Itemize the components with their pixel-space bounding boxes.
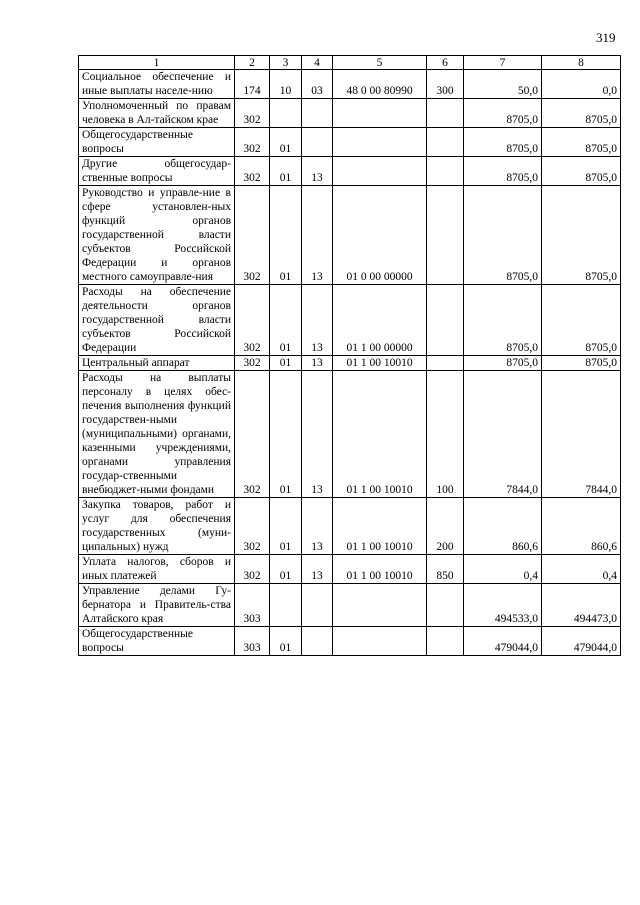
table-row <box>79 157 621 186</box>
col-8-value: 494473,0 <box>542 584 621 627</box>
col-6-value <box>427 99 464 128</box>
col-5-value <box>333 128 427 157</box>
col-6-value <box>427 285 464 356</box>
col-3-value <box>270 99 302 128</box>
table-row <box>79 186 621 285</box>
budget-table <box>78 55 621 656</box>
page-number: 319 <box>596 30 616 45</box>
col-7-value: 494533,0 <box>464 584 542 627</box>
row-name: Общегосударственные вопросы <box>79 128 235 157</box>
col-7-value: 50,0 <box>464 70 542 99</box>
col-5-value: 01 1 00 10010 <box>333 371 427 498</box>
col-3-value <box>270 584 302 627</box>
col-2-value: 302 <box>235 371 270 498</box>
col-6-value <box>427 186 464 285</box>
col-4-value: 13 <box>302 555 333 584</box>
col-8-value: 8705,0 <box>542 99 621 128</box>
col-4-value <box>302 584 333 627</box>
row-name: Другие общегосудар-ственные вопросы <box>79 157 235 186</box>
col-3-value: 01 <box>270 371 302 498</box>
row-name: Общегосударственные вопросы <box>79 627 235 656</box>
col-7-value: 0,4 <box>464 555 542 584</box>
col-6-value: 850 <box>427 555 464 584</box>
col-6-value <box>427 584 464 627</box>
table-row <box>79 285 621 356</box>
col-7-value: 7844,0 <box>464 371 542 498</box>
col-4-value: 13 <box>302 186 333 285</box>
col-2-value: 302 <box>235 128 270 157</box>
col-4-value <box>302 128 333 157</box>
table-row <box>79 99 621 128</box>
col-6-value <box>427 627 464 656</box>
col-2-value: 302 <box>235 157 270 186</box>
col-5-value: 01 1 00 10010 <box>333 498 427 555</box>
column-header: 4 <box>302 56 333 70</box>
col-8-value: 8705,0 <box>542 186 621 285</box>
col-5-value: 01 1 00 10010 <box>333 356 427 371</box>
col-5-value: 01 1 00 00000 <box>333 285 427 356</box>
col-4-value: 13 <box>302 356 333 371</box>
col-6-value: 300 <box>427 70 464 99</box>
row-name: Закупка товаров, работ и услуг для обеспечения государственных (муни-ципальных) нужд <box>79 498 235 555</box>
col-8-value: 0,4 <box>542 555 621 584</box>
col-7-value: 8705,0 <box>464 186 542 285</box>
table-row <box>79 627 621 656</box>
col-4-value: 13 <box>302 157 333 186</box>
col-8-value: 8705,0 <box>542 128 621 157</box>
table-row <box>79 70 621 99</box>
col-8-value: 860,6 <box>542 498 621 555</box>
col-3-value: 01 <box>270 356 302 371</box>
col-5-value <box>333 627 427 656</box>
col-5-value: 48 0 00 80990 <box>333 70 427 99</box>
col-3-value: 01 <box>270 128 302 157</box>
col-8-value: 8705,0 <box>542 356 621 371</box>
row-name: Управление делами Гу-бернатора и Правитель-ства Алтайского края <box>79 584 235 627</box>
col-4-value: 13 <box>302 371 333 498</box>
col-4-value: 03 <box>302 70 333 99</box>
row-name: Расходы на выплаты персоналу в целях обес-печения выполнения функций государствен-ными (муниципальными) органами, казенными учреждениями, органами управления государ-ственными внебюджет-ными фондами <box>79 371 235 498</box>
col-2-value: 303 <box>235 584 270 627</box>
col-8-value: 479044,0 <box>542 627 621 656</box>
col-8-value: 7844,0 <box>542 371 621 498</box>
col-7-value: 479044,0 <box>464 627 542 656</box>
col-7-value: 8705,0 <box>464 356 542 371</box>
column-header: 6 <box>427 56 464 70</box>
col-7-value: 8705,0 <box>464 285 542 356</box>
col-5-value: 01 0 00 00000 <box>333 186 427 285</box>
column-header: 7 <box>464 56 542 70</box>
col-8-value: 8705,0 <box>542 285 621 356</box>
col-7-value: 8705,0 <box>464 128 542 157</box>
col-2-value: 302 <box>235 356 270 371</box>
table-row <box>79 371 621 498</box>
table-row <box>79 498 621 555</box>
col-3-value: 10 <box>270 70 302 99</box>
row-name: Уполномоченный по правам человека в Ал-тайском крае <box>79 99 235 128</box>
column-header: 1 <box>79 56 235 70</box>
column-header: 5 <box>333 56 427 70</box>
col-2-value: 303 <box>235 627 270 656</box>
col-4-value: 13 <box>302 285 333 356</box>
col-2-value: 302 <box>235 186 270 285</box>
col-3-value: 01 <box>270 627 302 656</box>
col-3-value: 01 <box>270 285 302 356</box>
row-name: Центральный аппарат <box>79 356 235 371</box>
table-row <box>79 356 621 371</box>
col-5-value <box>333 584 427 627</box>
row-name: Расходы на обеспечение деятельности органов государственной власти субъектов Российской Федерации <box>79 285 235 356</box>
column-header: 3 <box>270 56 302 70</box>
col-5-value <box>333 157 427 186</box>
col-2-value: 302 <box>235 285 270 356</box>
col-3-value: 01 <box>270 186 302 285</box>
col-5-value <box>333 99 427 128</box>
col-2-value: 174 <box>235 70 270 99</box>
column-header: 2 <box>235 56 270 70</box>
table-header-row <box>79 56 621 70</box>
col-3-value: 01 <box>270 555 302 584</box>
row-name: Уплата налогов, сборов и иных платежей <box>79 555 235 584</box>
table-row <box>79 128 621 157</box>
col-6-value <box>427 128 464 157</box>
col-2-value: 302 <box>235 555 270 584</box>
col-6-value: 200 <box>427 498 464 555</box>
col-7-value: 8705,0 <box>464 99 542 128</box>
col-3-value: 01 <box>270 498 302 555</box>
row-name: Руководство и управле-ние в сфере установлен-ных функций органов государственной власти субъектов Российской Федерации и органов местного самоуправле-ния <box>79 186 235 285</box>
col-6-value <box>427 356 464 371</box>
table-row <box>79 584 621 627</box>
col-5-value: 01 1 00 10010 <box>333 555 427 584</box>
col-8-value: 0,0 <box>542 70 621 99</box>
col-7-value: 860,6 <box>464 498 542 555</box>
col-4-value <box>302 99 333 128</box>
col-7-value: 8705,0 <box>464 157 542 186</box>
col-6-value: 100 <box>427 371 464 498</box>
col-4-value <box>302 627 333 656</box>
table-row <box>79 555 621 584</box>
row-name: Социальное обеспечение и иные выплаты населе-нию <box>79 70 235 99</box>
col-3-value: 01 <box>270 157 302 186</box>
col-6-value <box>427 157 464 186</box>
col-4-value: 13 <box>302 498 333 555</box>
col-8-value: 8705,0 <box>542 157 621 186</box>
column-header: 8 <box>542 56 621 70</box>
col-2-value: 302 <box>235 498 270 555</box>
col-2-value: 302 <box>235 99 270 128</box>
